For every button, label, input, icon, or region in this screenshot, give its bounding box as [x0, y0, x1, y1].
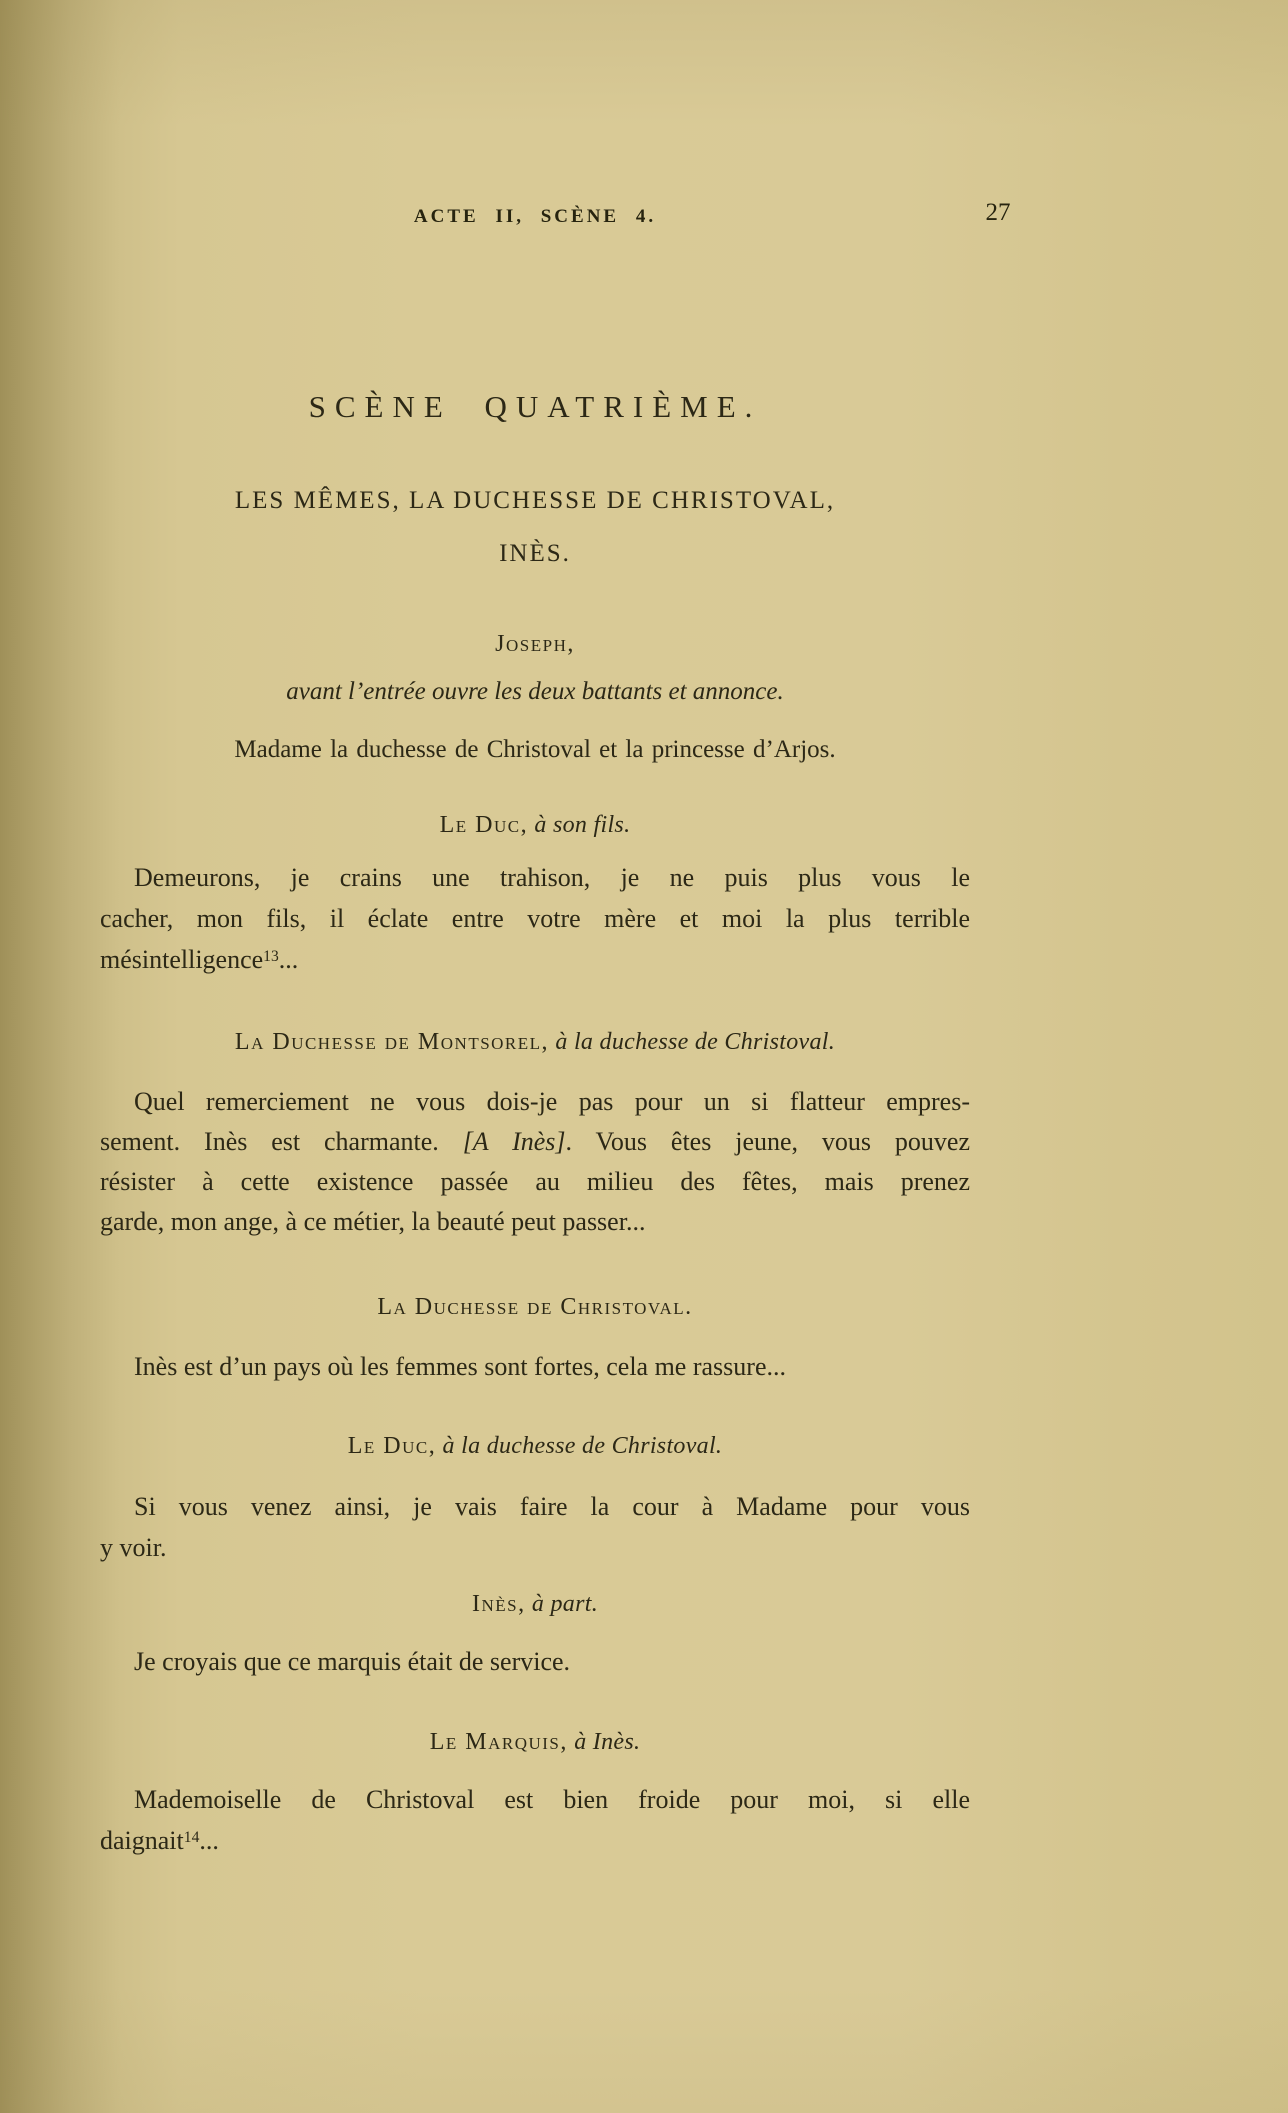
speech-marquis-line2: [100, 1820, 970, 1861]
announcement-line: Madame la duchesse de Christoval et la princesse d’Arjos.: [234, 736, 836, 763]
stage-direction-montsorel: à la duchesse de Christoval.: [549, 1029, 836, 1055]
speaker-duc-2: [100, 1433, 970, 1460]
speech-duc-2-line2: y voir.: [100, 1533, 167, 1562]
speaker-marquis-name: Le Marquis,: [429, 1729, 568, 1755]
speech-ines-line1: Je croyais que ce marquis était de service.: [134, 1647, 571, 1676]
character-list-line2: INÈS.: [499, 540, 571, 567]
speech-duc-1-line3-text: mésintelligence: [100, 945, 264, 974]
running-header: ACTE II, SCÈNE 4.: [413, 206, 657, 227]
speech-montsorel-line1: Quel remerciement ne vous dois-je pas pour un si flatteur empres-: [134, 1087, 970, 1116]
page-number: 27: [985, 199, 1011, 226]
speaker-duc-2-name: Le Duc,: [347, 1433, 437, 1459]
speech-marquis-line2-tail: ...: [199, 1826, 219, 1855]
speaker-joseph: [100, 631, 970, 658]
stage-direction-marquis: à Inès.: [567, 1729, 641, 1755]
speech-montsorel: [100, 1082, 970, 1242]
speech-marquis: [100, 1779, 970, 1861]
speaker-duc-1-name: Le Duc,: [439, 812, 529, 838]
stage-direction-duc-1: à son fils.: [528, 812, 631, 838]
stage-direction-ines: à part.: [525, 1591, 599, 1617]
speech-duc-2: [100, 1486, 970, 1568]
speaker-montsorel-name: La Duchesse de Montsorel,: [234, 1029, 550, 1055]
speech-duc-1: [100, 857, 970, 980]
speech-christoval: [100, 1346, 970, 1387]
speech-ines: [100, 1641, 970, 1682]
stage-direction-joseph: avant l’entrée ouvre les deux battants et annonce.: [286, 678, 784, 705]
scene-title: SCÈNE QUATRIÈME.: [308, 389, 762, 424]
speaker-montsorel: [100, 1029, 970, 1056]
stage-direction-duc-2: à la duchesse de Christoval.: [436, 1433, 723, 1459]
speech-montsorel-line3: résister à cette existence passée au milieu des fêtes, mais prenez: [100, 1167, 970, 1196]
speech-marquis-line1: Mademoiselle de Christoval est bien froide pour moi, si elle: [134, 1785, 970, 1814]
speech-montsorel-line4: garde, mon ange, à ce métier, la beauté peut passer...: [100, 1207, 646, 1236]
inline-stage-direction-a-ines: [A Inès]: [462, 1127, 566, 1156]
speech-duc-2-line1: Si vous venez ainsi, je vais faire la cour à Madame pour vous: [134, 1492, 970, 1521]
speech-montsorel-line2-post: . Vous êtes jeune, vous pouvez: [565, 1127, 971, 1156]
speaker-ines: [100, 1591, 970, 1618]
speaker-ines-name: Inès,: [471, 1591, 526, 1617]
speech-marquis-line2-text: daignait: [100, 1826, 184, 1855]
character-list-line1: LES MÊMES, LA DUCHESSE DE CHRISTOVAL,: [234, 487, 836, 514]
speech-duc-1-line3-tail: ...: [278, 945, 299, 974]
character-list: [100, 474, 970, 580]
speaker-joseph-name: Joseph,: [495, 631, 575, 657]
speech-montsorel-line2-pre: sement. Inès est charmante.: [100, 1127, 463, 1156]
speech-christoval-line1: Inès est d’un pays où les femmes sont fortes, cela me rassure...: [134, 1352, 786, 1381]
footnote-ref-14: 14: [183, 1828, 200, 1846]
footnote-ref-13: 13: [263, 947, 279, 965]
speech-duc-1-line3: [100, 939, 970, 980]
speech-duc-1-line2: cacher, mon fils, il éclate entre votre mère et moi la plus terrible: [100, 904, 970, 933]
speaker-duc-1: [100, 812, 970, 839]
speech-montsorel-line2: [100, 1122, 970, 1162]
speaker-christoval-name: La Duchesse de Christoval.: [377, 1294, 693, 1320]
speaker-christoval: [100, 1294, 970, 1321]
speaker-marquis: [100, 1729, 970, 1756]
speech-duc-1-line1: Demeurons, je crains une trahison, je ne puis plus vous le: [134, 863, 970, 892]
